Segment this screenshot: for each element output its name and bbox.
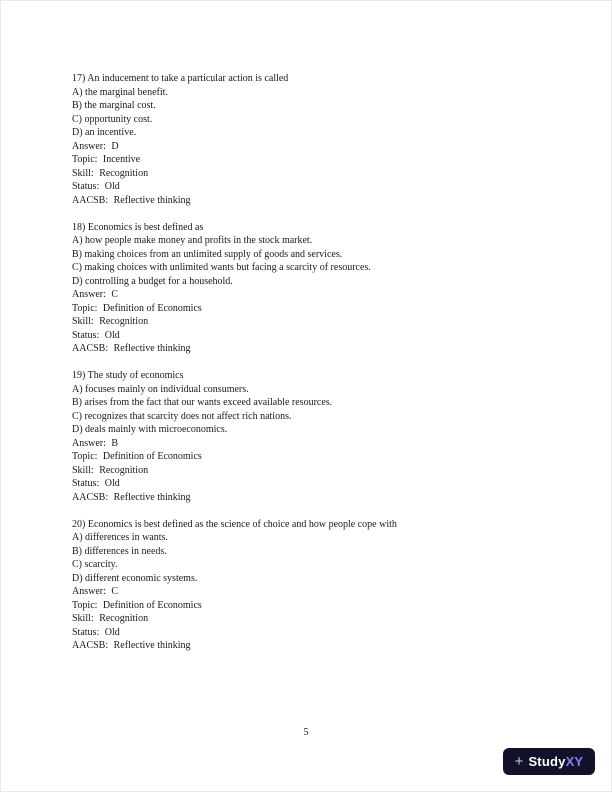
aacsb-line: [72, 491, 571, 505]
skill-value: Recognition: [99, 316, 149, 327]
question-block-20: [72, 518, 571, 653]
question-option-d: D) deals mainly with microeconomics.: [72, 424, 228, 435]
skill-label: Skill:: [72, 613, 94, 624]
logo-text-primary: Study: [528, 754, 566, 769]
answer-label: Answer:: [72, 437, 106, 449]
status-value: Old: [104, 181, 120, 192]
aacsb-line: [72, 342, 571, 356]
topic-line: [72, 153, 571, 167]
answer-label: Answer:: [72, 586, 106, 597]
question-option-c: C) making choices with unlimited wants but facing a scarcity of resources.: [72, 262, 371, 273]
question-option-a: A) the marginal benefit.: [72, 86, 168, 98]
topic-line: [72, 450, 571, 464]
answer-value: D: [111, 140, 119, 152]
question-option-c: C) opportunity cost.: [72, 113, 153, 125]
question-stem: 19) The study of economics: [72, 370, 184, 381]
topic-line: [72, 599, 571, 613]
question-option-b: B) the marginal cost.: [72, 100, 156, 111]
question-stem: 17) An inducement to take a particular action is called: [72, 73, 289, 84]
logo-text: [528, 754, 583, 769]
status-value: Old: [104, 626, 120, 638]
topic-value: Definition of Economics: [102, 451, 202, 462]
topic-label: Topic:: [72, 154, 98, 165]
answer-line: [72, 140, 571, 154]
topic-line: [72, 302, 571, 316]
question-option-a: A) how people make money and profits in the stock market.: [72, 235, 313, 246]
skill-label: Skill:: [72, 316, 94, 327]
answer-value: B: [111, 437, 119, 449]
aacsb-value: Reflective thinking: [113, 491, 191, 503]
topic-value: Incentive: [102, 154, 141, 165]
skill-line: [72, 464, 571, 478]
question-block-17: [72, 72, 571, 207]
question-option-b: B) arises from the fact that our wants exceed available resources.: [72, 397, 333, 408]
status-line: [72, 477, 571, 491]
answer-line: [72, 585, 571, 599]
question-option-d: D) an incentive.: [72, 127, 137, 138]
aacsb-label: AACSB:: [72, 640, 109, 651]
answer-line: [72, 288, 571, 302]
aacsb-line: [72, 639, 571, 653]
status-label: Status:: [72, 478, 100, 489]
aacsb-label: AACSB:: [72, 194, 109, 206]
status-value: Old: [104, 329, 120, 341]
status-label: Status:: [72, 329, 100, 341]
question-option-d: D) different economic systems.: [72, 572, 198, 584]
answer-value: C: [111, 586, 119, 597]
logo-text-accent: XY: [565, 754, 584, 769]
skill-value: Recognition: [99, 613, 149, 624]
topic-value: Definition of Economics: [102, 302, 202, 314]
status-value: Old: [104, 478, 120, 489]
question-option-c: C) recognizes that scarcity does not affect rich nations.: [72, 410, 292, 422]
question-block-18: [72, 221, 571, 356]
question-option-d: D) controlling a budget for a household.: [72, 275, 233, 287]
topic-label: Topic:: [72, 451, 98, 462]
status-line: [72, 626, 571, 640]
aacsb-value: Reflective thinking: [113, 640, 191, 651]
aacsb-value: Reflective thinking: [113, 194, 191, 206]
answer-label: Answer:: [72, 140, 106, 152]
skill-label: Skill:: [72, 464, 94, 476]
status-line: [72, 180, 571, 194]
aacsb-label: AACSB:: [72, 491, 109, 503]
skill-line: [72, 612, 571, 626]
aacsb-label: AACSB:: [72, 343, 109, 354]
status-label: Status:: [72, 181, 100, 192]
question-option-a: A) focuses mainly on individual consumers.: [72, 383, 249, 395]
answer-value: C: [111, 289, 119, 300]
answer-line: [72, 437, 571, 451]
page-number: 5: [303, 727, 309, 738]
topic-label: Topic:: [72, 302, 98, 314]
plus-icon: +: [514, 752, 524, 770]
question-block-19: [72, 369, 571, 504]
answer-label: Answer:: [72, 289, 106, 300]
question-option-b: B) differences in needs.: [72, 545, 167, 557]
skill-value: Recognition: [99, 464, 149, 476]
topic-value: Definition of Economics: [102, 599, 202, 611]
studyxy-logo: [503, 748, 595, 775]
topic-label: Topic:: [72, 599, 98, 611]
question-stem: 18) Economics is best defined as: [72, 221, 204, 233]
skill-line: [72, 315, 571, 329]
skill-value: Recognition: [99, 167, 149, 179]
question-option-b: B) making choices from an unlimited supply of goods and services.: [72, 248, 343, 260]
question-option-a: A) differences in wants.: [72, 532, 168, 543]
status-label: Status:: [72, 626, 100, 638]
skill-label: Skill:: [72, 167, 94, 179]
status-line: [72, 329, 571, 343]
question-option-c: C) scarcity.: [72, 559, 118, 570]
aacsb-line: [72, 194, 571, 208]
page-content: [72, 72, 571, 666]
skill-line: [72, 167, 571, 181]
aacsb-value: Reflective thinking: [113, 343, 191, 354]
question-stem: 20) Economics is best defined as the science of choice and how people cope with: [72, 518, 397, 530]
